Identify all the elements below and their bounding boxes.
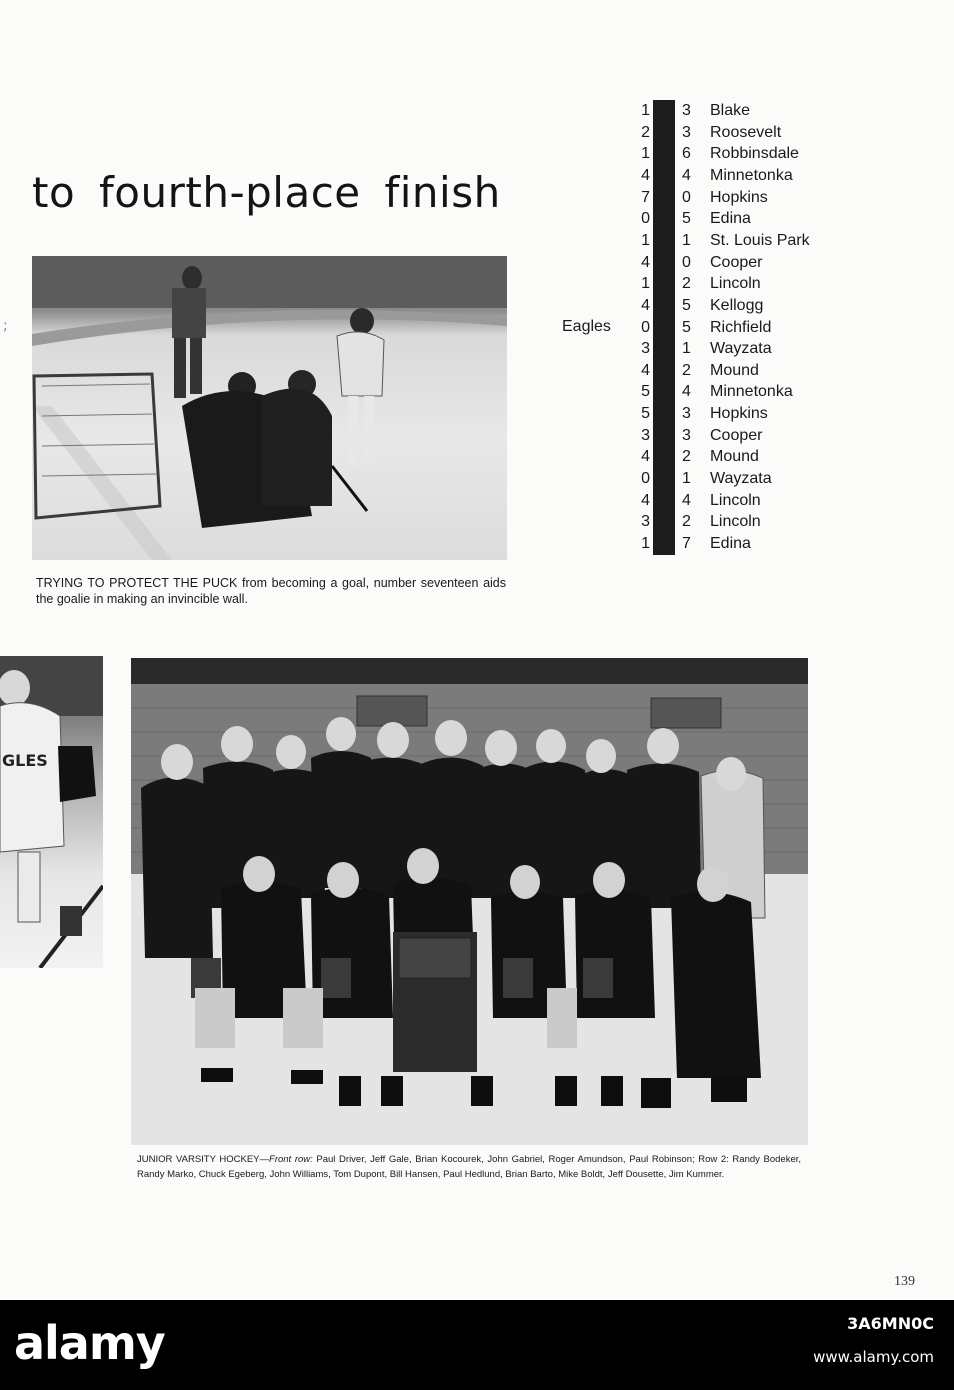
opponent-name: Minnetonka — [710, 166, 793, 184]
score-row — [560, 468, 840, 490]
opponent-name: Wayzata — [710, 470, 772, 488]
eagles-score: 1 — [641, 145, 650, 163]
opponent-name: Edina — [710, 210, 751, 228]
opponent-name: Cooper — [710, 253, 763, 271]
opponent-score: 3 — [682, 405, 691, 423]
score-row — [560, 122, 840, 144]
eagles-score: 5 — [641, 405, 650, 423]
opponent-score: 5 — [682, 210, 691, 228]
opponent-name: Hopkins — [710, 188, 768, 206]
score-row — [560, 273, 840, 295]
game-action-photo — [32, 256, 507, 560]
team-photo-illustration — [131, 658, 808, 1145]
opponent-score: 2 — [682, 361, 691, 379]
opponent-name: Wayzata — [710, 340, 772, 358]
eagles-score: 3 — [641, 513, 650, 531]
eagles-score: 0 — [641, 318, 650, 336]
opponent-name: Roosevelt — [710, 123, 782, 141]
score-row — [560, 143, 840, 165]
game-photo-caption — [36, 575, 506, 607]
player-side-photo — [0, 656, 103, 968]
opponent-score: 1 — [682, 340, 691, 358]
opponent-name: Lincoln — [710, 491, 761, 509]
eagles-score: 1 — [641, 231, 650, 249]
opponent-score: 3 — [682, 426, 691, 444]
score-row — [560, 381, 840, 403]
scores-table — [560, 100, 840, 555]
opponent-score: 5 — [682, 318, 691, 336]
team-photo-caption — [137, 1152, 801, 1182]
opponent-name: Hopkins — [710, 405, 768, 423]
opponent-score: 5 — [682, 296, 691, 314]
team-caption-lead: JUNIOR VARSITY HOCKEY— — [137, 1154, 270, 1165]
opponent-name: Minnetonka — [710, 383, 793, 401]
opponent-score: 4 — [682, 166, 691, 184]
eagles-score: 4 — [641, 491, 650, 509]
score-row — [560, 490, 840, 512]
image-id: 3A6MN0C — [847, 1314, 934, 1333]
page-headline: to fourth-place finish — [32, 168, 501, 217]
opponent-score: 6 — [682, 145, 691, 163]
opponent-name: Mound — [710, 448, 759, 466]
opponent-score: 4 — [682, 491, 691, 509]
opponent-name: Edina — [710, 535, 751, 552]
team-label: Eagles — [562, 318, 611, 335]
eagles-score: 0 — [641, 470, 650, 488]
score-row — [560, 208, 840, 230]
opponent-score: 3 — [682, 102, 691, 119]
score-row — [560, 100, 840, 122]
eagles-score: 4 — [641, 448, 650, 466]
eagles-score: 4 — [641, 253, 650, 271]
alamy-logo: alamy — [14, 1316, 165, 1370]
game-action-illustration — [32, 256, 507, 560]
score-row — [560, 295, 840, 317]
eagles-score: 1 — [641, 102, 650, 119]
opponent-name: Lincoln — [710, 513, 761, 531]
opponent-name: Blake — [710, 102, 751, 119]
score-row — [560, 511, 840, 533]
score-row — [560, 338, 840, 360]
opponent-score: 7 — [682, 535, 691, 552]
score-row — [560, 165, 840, 187]
opponent-name: Robbinsdale — [710, 145, 799, 163]
footer-url: www.alamy.com — [813, 1348, 934, 1366]
team-photo — [131, 658, 808, 1145]
opponent-score: 1 — [682, 470, 691, 488]
opponent-score: 2 — [682, 513, 691, 531]
eagles-score: 1 — [641, 535, 650, 552]
opponent-name: Cooper — [710, 426, 763, 444]
eagles-score: 1 — [641, 275, 650, 293]
opponent-name: St. Louis Park — [710, 231, 810, 249]
eagles-score: 5 — [641, 383, 650, 401]
team-caption-row-label: Front row: — [269, 1154, 313, 1165]
score-row — [560, 317, 840, 339]
eagles-score: 4 — [641, 296, 650, 314]
score-row — [560, 403, 840, 425]
opponent-score: 3 — [682, 123, 691, 141]
opponent-score: 0 — [682, 253, 691, 271]
jersey-text: GLES — [2, 751, 48, 770]
opponent-name: Mound — [710, 361, 759, 379]
score-row — [560, 360, 840, 382]
opponent-score: 2 — [682, 448, 691, 466]
caption-lead: TRYING TO PROTECT THE PUCK — [36, 576, 238, 590]
score-row — [560, 446, 840, 468]
stock-footer — [0, 1300, 954, 1390]
team-caption-names: Paul Driver, Jeff Gale, Brian Kocourek, John Gabriel, Roger Amundson, Paul Robinson; Row 2: Randy Bodeker, Randy Marko, Chuck Egeberg, John Williams, Tom Dupont, Bill Hansen, Paul Hedlund, Brian Barto, Mike Boldt, Jeff Dousette, Jim Kummer. — [137, 1154, 802, 1180]
page-number: 139 — [894, 1274, 915, 1289]
eagles-score: 3 — [641, 340, 650, 358]
eagles-score: 7 — [641, 188, 650, 206]
score-row — [560, 230, 840, 252]
score-row — [560, 187, 840, 209]
opponent-score: 1 — [682, 231, 691, 249]
opponent-score: 2 — [682, 275, 691, 293]
score-row — [560, 252, 840, 274]
opponent-score: 4 — [682, 383, 691, 401]
eagles-score: 0 — [641, 210, 650, 228]
player-side-illustration — [0, 656, 103, 968]
eagles-score: 4 — [641, 166, 650, 184]
eagles-score: 3 — [641, 426, 650, 444]
eagles-score: 4 — [641, 361, 650, 379]
score-row — [560, 425, 840, 447]
opponent-score: 0 — [682, 188, 691, 206]
opponent-name: Richfield — [710, 318, 772, 336]
caption-text: from becoming a goal, number seventeen aids the goalie in making an invincible wall. — [36, 576, 506, 606]
margin-mark: ; — [3, 318, 8, 334]
opponent-name: Kellogg — [710, 296, 764, 314]
eagles-score: 2 — [641, 123, 650, 141]
score-row — [560, 533, 840, 555]
opponent-name: Lincoln — [710, 275, 761, 293]
